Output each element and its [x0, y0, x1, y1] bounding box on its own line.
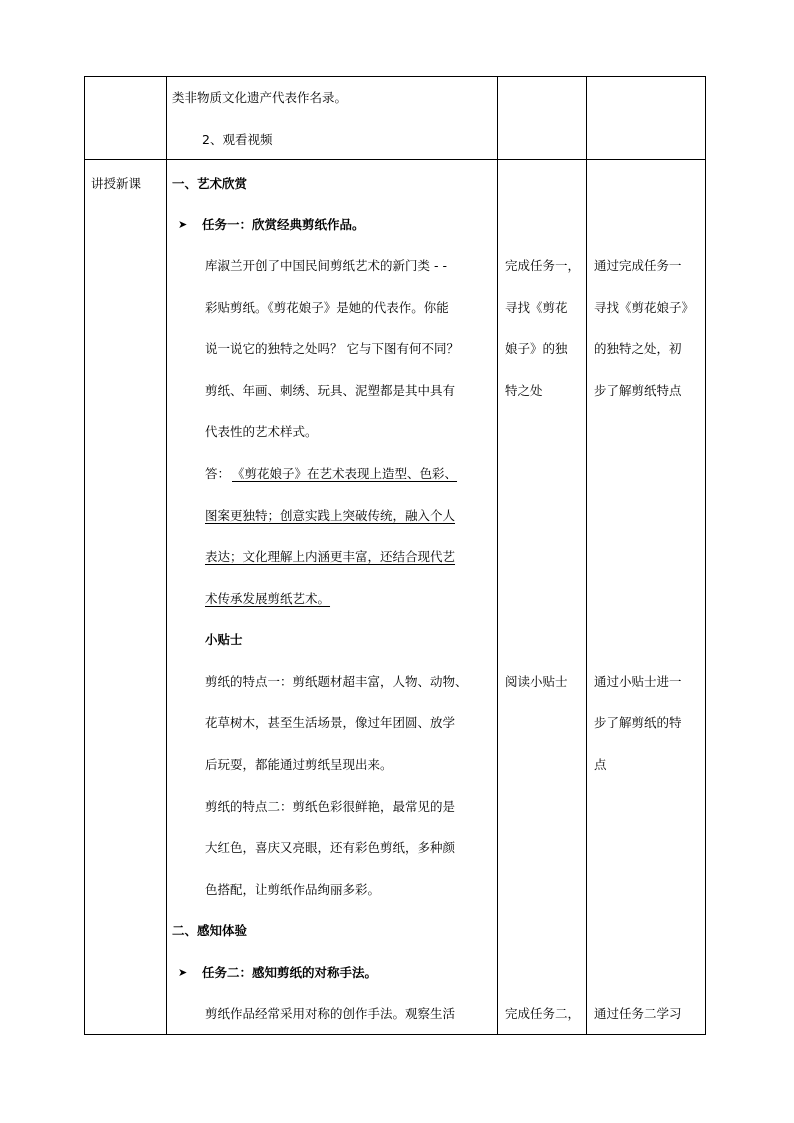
tip-line: 剪纸的特点一：剪纸题材超丰富，人物、动物、	[205, 674, 468, 689]
purpose-line: 通过小贴士进一	[594, 674, 682, 689]
table-border-top	[84, 76, 706, 77]
tip-line: 大红色，喜庆又亮眼，还有彩色剪纸，多种颜	[205, 840, 456, 855]
bullet-arrow-icon: ➤	[178, 218, 188, 231]
tip-line: 色搭配，让剪纸作品绚丽多彩。	[205, 882, 381, 897]
table-border-left	[84, 76, 85, 1035]
table-divider-3	[586, 76, 587, 1035]
task-heading-2: 任务二：感知剪纸的对称手法。	[202, 965, 378, 980]
student-activity-line: 娘子》的独	[505, 341, 568, 356]
table-divider-1	[166, 76, 167, 1035]
answer-line: 表达；文化理解上内涵更丰富，还结合现代艺	[205, 549, 456, 564]
answer-line: 术传承发展剪纸艺术。	[205, 591, 331, 606]
answer-line: 图案更独特；创意实践上突破传统，融入个人	[205, 508, 456, 523]
student-activity-line: 寻找《剪花	[505, 300, 568, 315]
purpose-line: 通过完成任务一	[594, 258, 682, 273]
task1-line: 彩贴剪纸。《剪花娘子》是她的代表作。你能	[205, 300, 449, 315]
answer-prefix: 答：	[205, 466, 231, 481]
bullet-arrow-icon: ➤	[178, 966, 188, 979]
tip-line: 后玩耍，都能通过剪纸呈现出来。	[205, 757, 393, 772]
purpose-line: 点	[594, 757, 607, 772]
table-border-bottom	[84, 1034, 706, 1035]
task1-line: 库淑兰开创了中国民间剪纸艺术的新门类 - -	[205, 258, 447, 273]
table-row-divider	[84, 159, 706, 160]
task1-line: 说一说它的独特之处吗？ 它与下图有何不同？	[205, 341, 459, 356]
section-heading-1: 一、艺术欣赏	[172, 176, 248, 191]
task-heading-1: 任务一：欣赏经典剪纸作品。	[202, 217, 365, 232]
purpose-line: 的独特之处，初	[594, 341, 682, 356]
table-border-right	[705, 76, 706, 1035]
task1-line: 代表性的艺术样式。	[205, 424, 318, 439]
answer-line: 《剪花娘子》在艺术表现上造型、色彩、	[232, 466, 458, 481]
row1-text-line: 类非物质文化遗产代表作名录。	[172, 90, 348, 105]
purpose-line: 通过任务二学习	[594, 1006, 682, 1021]
tip-title: 小贴士	[205, 632, 243, 647]
stage-label: 讲授新课	[91, 176, 142, 191]
purpose-line: 步了解剪纸特点	[594, 383, 682, 398]
tip-line: 花草树木，甚至生活场景，像过年团圆、放学	[205, 715, 456, 730]
section-heading-2: 二、感知体验	[172, 923, 248, 938]
student-activity-line: 完成任务一，	[505, 258, 581, 273]
purpose-line: 寻找《剪花娘子》	[594, 300, 695, 315]
row1-text-line: 2、观看视频	[202, 132, 273, 147]
student-activity-line: 特之处	[505, 383, 543, 398]
table-divider-2	[497, 76, 498, 1035]
student-activity-line: 阅读小贴士	[505, 674, 568, 689]
tip-line: 剪纸的特点二：剪纸色彩很鲜艳，最常见的是	[205, 799, 456, 814]
task2-line: 剪纸作品经常采用对称的创作手法。观察生活	[205, 1006, 456, 1021]
task1-line: 剪纸、年画、刺绣、玩具、泥塑都是其中具有	[205, 383, 456, 398]
student-activity-line: 完成任务二，	[505, 1006, 581, 1021]
purpose-line: 步了解剪纸的特	[594, 715, 682, 730]
